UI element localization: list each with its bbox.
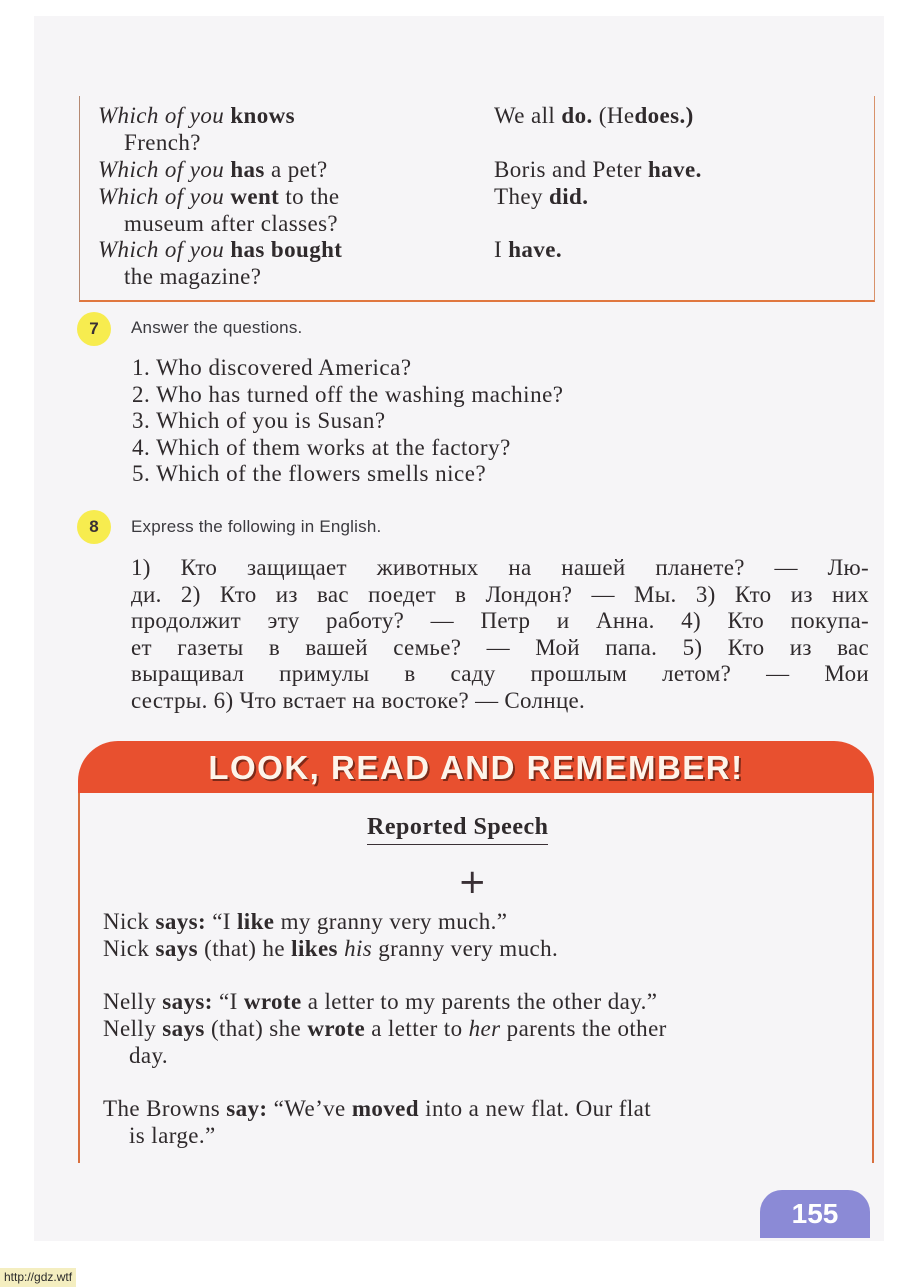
- plus-sign: +: [458, 862, 487, 902]
- exercise-8-russian-text: [131, 555, 869, 715]
- table-row-2-left: Which of you has a pet?: [98, 157, 328, 182]
- exercise-7-questions: [132, 355, 564, 488]
- table-row-4-left: Which of you has bought the magazine?: [98, 237, 343, 289]
- watermark-link[interactable]: http://gdz.wtf: [0, 1268, 76, 1287]
- table-row-1-right: We all do. (Hedoes.): [494, 103, 694, 128]
- text-line: 1) Кто защищает животных на нашей планете? — Лю-: [131, 555, 869, 580]
- rule-subheading: Reported Speech: [367, 814, 548, 845]
- example-2-reported: Nelly says (that) she wrote a letter to her parents the other: [103, 1016, 667, 1041]
- exercise-8-instruction: Express the following in English.: [131, 517, 382, 536]
- text-line: ди. 2) Кто из вас поедет в Лондон? — Мы. 3) Кто из них: [131, 581, 869, 607]
- table-row-4-right: I have.: [494, 237, 562, 262]
- example-1-direct: Nick says: “I like my granny very much.”: [103, 909, 508, 934]
- table-row-3-left: Which of you went to the museum after classes?: [98, 184, 340, 236]
- example-3-direct-cont: is large.”: [129, 1123, 216, 1148]
- text-line: ет газеты в вашей семье? — Мой папа. 5) Кто из вас: [131, 634, 869, 660]
- banner-title: LOOK, READ AND REMEMBER!: [208, 749, 744, 786]
- example-3-direct: The Browns say: “We’ve moved into a new flat. Our flat: [103, 1096, 652, 1121]
- exercise-7-instruction: Answer the questions.: [131, 318, 303, 337]
- list-item: 1. Who discovered America?: [132, 355, 412, 380]
- text-line: выращивал примулы в саду прошлым летом? — Мои: [131, 661, 869, 687]
- example-2-direct: Nelly says: “I wrote a letter to my parents the other day.”: [103, 989, 658, 1014]
- example-1-reported: Nick says (that) he likes his granny very much.: [103, 936, 559, 961]
- exercise-8-number-badge: 8: [77, 510, 111, 544]
- table-row-3-right: They did.: [494, 184, 589, 209]
- list-item: 3. Which of you is Susan?: [132, 408, 386, 434]
- table-row-1-left: Which of you knows French?: [98, 103, 295, 155]
- table-row-2-right: Boris and Peter have.: [494, 157, 702, 182]
- text-line: продолжит эту работу? — Петр и Анна. 4) Кто покупа-: [131, 608, 869, 634]
- text-line: сестры. 6) Что встает на востоке? — Солнце.: [131, 687, 586, 713]
- list-item: 5. Which of the flowers smells nice?: [132, 461, 487, 487]
- list-item: 2. Who has turned off the washing machine?: [132, 381, 564, 407]
- page-number: 155: [760, 1190, 870, 1238]
- examples-table: [79, 96, 875, 302]
- exercise-7-number-badge: 7: [77, 312, 111, 346]
- look-read-remember-banner: [78, 741, 874, 793]
- example-2-reported-cont: day.: [129, 1043, 169, 1068]
- list-item: 4. Which of them works at the factory?: [132, 434, 511, 460]
